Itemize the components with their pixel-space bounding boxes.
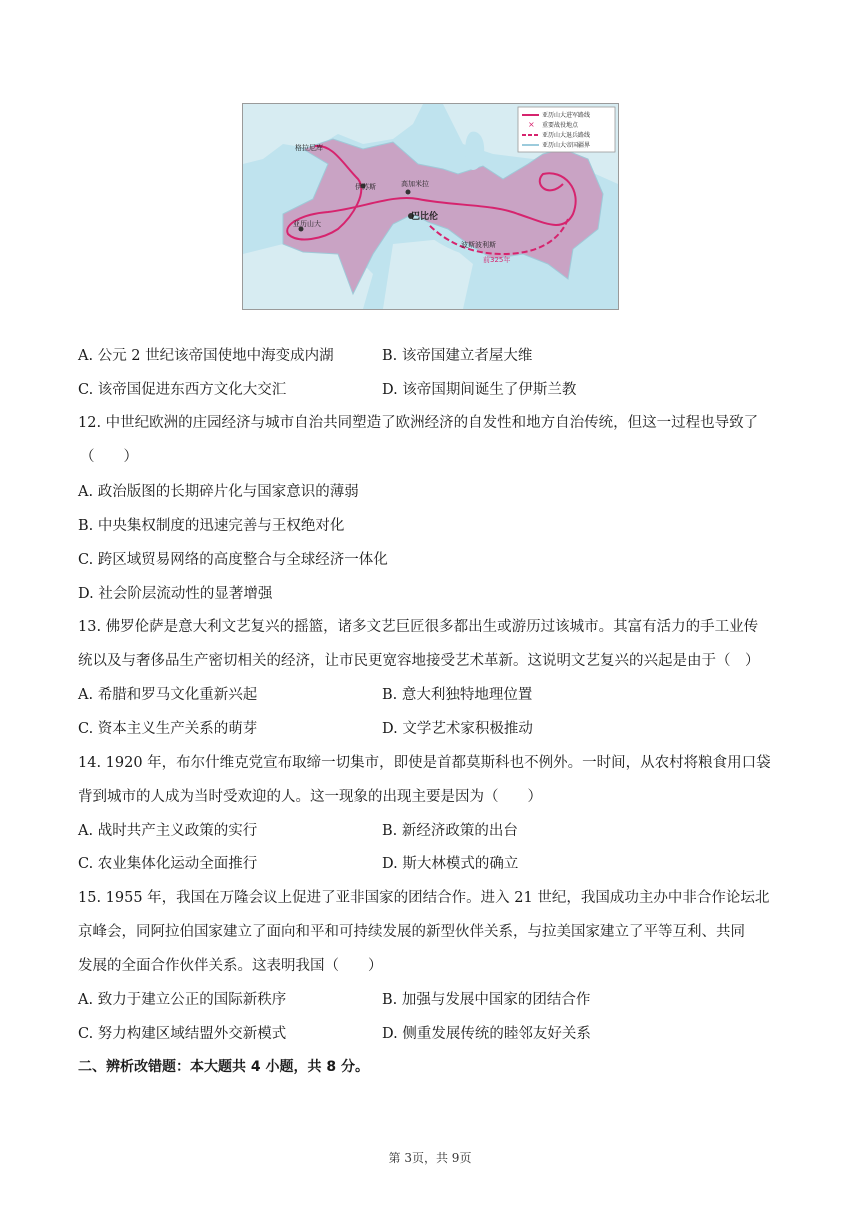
section-heading: 二、辨析改错题：本大题共 4 小题，共 8 分。 bbox=[78, 1059, 369, 1075]
q14-option-a: A. 战时共产主义政策的实行 bbox=[78, 823, 258, 839]
q14-option-c: C. 农业集体化运动全面推行 bbox=[78, 856, 258, 872]
q15-option-a: A. 致力于建立公正的国际新秩序 bbox=[78, 992, 287, 1008]
legend-battle: 重要战役地点 bbox=[542, 122, 579, 129]
page-footer: 第 3页，共 9页 bbox=[388, 1151, 472, 1165]
q11-option-a: A. 公元 2 世纪该帝国使地中海变成内湖 bbox=[78, 348, 334, 364]
q13-option-b: B. 意大利独特地理位置 bbox=[382, 687, 533, 703]
q13-option-c: C. 资本主义生产关系的萌芽 bbox=[78, 721, 258, 737]
label-persepolis: 波斯波利斯 bbox=[461, 241, 496, 249]
q12-stem-line2: （ ） bbox=[80, 449, 138, 465]
q12-option-c: C. 跨区域贸易网络的高度整合与全球经济一体化 bbox=[78, 552, 388, 568]
label-granicus: 格拉尼库 bbox=[295, 144, 323, 152]
q15-stem-line3: 发展的全面合作伙伴关系。这表明我国（ ） bbox=[78, 958, 383, 974]
q14-option-b: B. 新经济政策的出台 bbox=[382, 823, 518, 839]
map-graphic bbox=[243, 104, 618, 309]
q13-option-d: D. 文学艺术家积极推动 bbox=[382, 721, 533, 737]
legend-border: 亚历山大帝国疆界 bbox=[542, 142, 591, 149]
q15-stem-line2: 京峰会，同阿拉伯国家建立了面向和平和可持续发展的新型伙伴关系，与拉美国家建立了平等互利、共同 bbox=[78, 924, 745, 940]
q13-option-a: A. 希腊和罗马文化重新兴起 bbox=[78, 687, 258, 703]
q13-stem-line2: 统以及与奢侈品生产密切相关的经济，让市民更宽容地接受艺术革新。这说明文艺复兴的兴起是由于（ ） bbox=[78, 653, 760, 669]
q14-stem-line2: 背到城市的人成为当时受欢迎的人。这一现象的出现主要是因为（ ） bbox=[78, 789, 542, 805]
battle-gaugamela-marker bbox=[406, 190, 411, 195]
q14-stem-line1: 14. 1920 年，布尔什维克党宣布取缔一切集市，即使是首都莫斯科也不例外。一时间，从农村将粮食用口袋 bbox=[78, 755, 771, 771]
q12-option-b: B. 中央集权制度的迅速完善与王权绝对化 bbox=[78, 518, 345, 534]
q13-stem-line1: 13. 佛罗伦萨是意大利文艺复兴的摇篮，诸多文艺巨匠很多都出生或游历过该城市。其富有活力的手工业传 bbox=[78, 619, 759, 635]
label-babylon: 巴比伦 bbox=[411, 212, 439, 222]
label-issus: 伊苏斯 bbox=[355, 183, 376, 191]
label-gaugamela: 高加米拉 bbox=[401, 180, 429, 188]
alexander-empire-map bbox=[242, 103, 619, 310]
q12-option-a: A. 政治版图的长期碎片化与国家意识的薄弱 bbox=[78, 484, 359, 500]
q15-option-d: D. 侧重发展传统的睦邻友好关系 bbox=[382, 1026, 591, 1042]
q15-stem-line1: 15. 1955 年，我国在万隆会议上促进了亚非国家的团结合作。进入 21 世纪，我国成功主办中非合作论坛北 bbox=[78, 890, 770, 906]
q14-option-d: D. 斯大林模式的确立 bbox=[382, 856, 519, 872]
svg-text:×: × bbox=[528, 120, 535, 129]
q11-option-c: C. 该帝国促进东西方文化大交汇 bbox=[78, 382, 287, 398]
label-year: 前325年 bbox=[483, 256, 511, 264]
q12-option-d: D. 社会阶层流动性的显著增强 bbox=[78, 586, 273, 602]
q11-option-b: B. 该帝国建立者屋大维 bbox=[382, 348, 533, 364]
q15-option-b: B. 加强与发展中国家的团结合作 bbox=[382, 992, 591, 1008]
q12-stem-line1: 12. 中世纪欧洲的庄园经济与城市自治共同塑造了欧洲经济的自发性和地方自治传统，但这一过程也导致了 bbox=[78, 415, 759, 431]
caspian-sea bbox=[465, 132, 484, 170]
label-alexandria: 亚历山大 bbox=[293, 220, 321, 228]
legend-advance: 亚历山大进军路线 bbox=[542, 112, 591, 119]
q11-option-d: D. 该帝国期间诞生了伊斯兰教 bbox=[382, 382, 577, 398]
legend-retreat: 亚历山大退兵路线 bbox=[542, 132, 591, 139]
q15-option-c: C. 努力构建区域结盟外交新模式 bbox=[78, 1026, 287, 1042]
